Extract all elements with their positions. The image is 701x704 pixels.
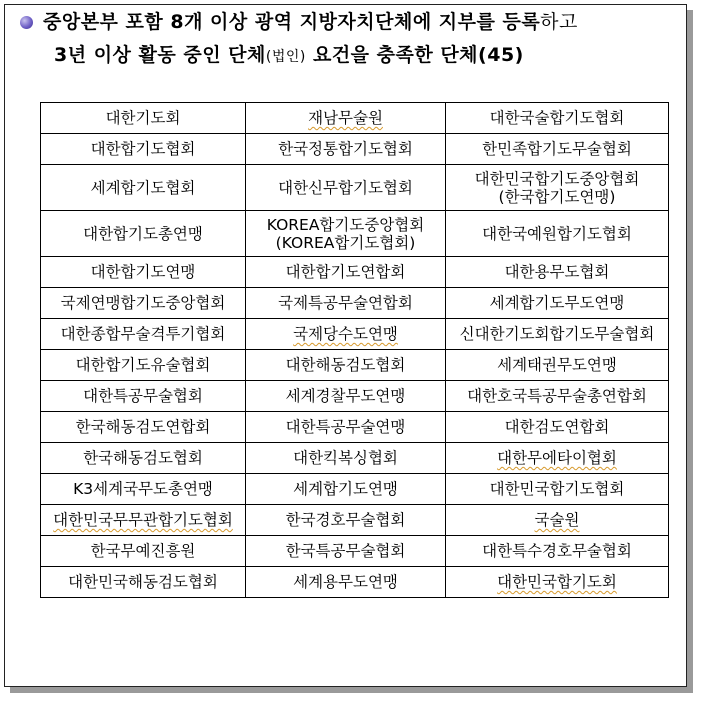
- table-row: [41, 567, 669, 598]
- organization-name: 국술원: [534, 511, 580, 529]
- table-cell: [41, 474, 246, 505]
- organization-name: 국제당수도연맹: [293, 325, 398, 343]
- table-cell: [446, 412, 669, 443]
- organization-name: 대한신무합기도협회: [278, 178, 413, 197]
- table-cell: [41, 165, 246, 211]
- organization-name: 세계용무도연맹: [293, 573, 398, 591]
- organization-name: 대한민국합기도중앙협회 (한국합기도연맹): [474, 169, 640, 206]
- table-row: [41, 505, 669, 536]
- organization-name: 세계합기도연맹: [293, 480, 398, 498]
- organization-name: 한국해동검도연합회: [75, 418, 211, 436]
- organization-name: 대한용무도협회: [504, 263, 610, 281]
- table-cell: [446, 288, 669, 319]
- table-cell: [446, 443, 669, 474]
- table-cell: [446, 257, 669, 288]
- table-cell: [246, 165, 446, 211]
- heading-line-2-main: 3년 이상 활동 중인 단체: [54, 44, 266, 66]
- organization-name: 재남무술원: [308, 109, 383, 127]
- organization-name: 대한특수경호무술협회: [482, 542, 632, 560]
- table-cell: [446, 474, 669, 505]
- table-cell: [41, 381, 246, 412]
- heading-line-2-rest: 요건을 충족한 단체: [305, 44, 479, 66]
- organization-name: KOREA합기도중앙협회 (KOREA합기도협회): [266, 215, 425, 252]
- table-cell: [41, 288, 246, 319]
- organization-name: 한국무예진흥원: [90, 542, 196, 560]
- heading-line-1-main: 중앙본부 포함 8개 이상 광역 지방자치단체에 지부를 등록: [43, 11, 541, 33]
- table-cell: [41, 567, 246, 598]
- organization-name: 국제특공무술연합회: [278, 294, 413, 312]
- table-cell: [246, 381, 446, 412]
- organization-name: 신대한기도회합기도무술협회: [459, 325, 655, 343]
- table-row: [41, 211, 669, 257]
- organization-name: 대한합기도유술협회: [75, 356, 211, 374]
- table-cell: [246, 288, 446, 319]
- table-cell: [41, 134, 246, 165]
- table-cell: [446, 134, 669, 165]
- heading-line-1: [20, 6, 680, 39]
- table-cell: [246, 350, 446, 381]
- table-cell: [41, 443, 246, 474]
- organization-name: 세계합기도무도연맹: [489, 294, 625, 312]
- table-row: [41, 103, 669, 134]
- table-row: [41, 536, 669, 567]
- organization-name: 대한민국해동검도협회: [68, 573, 218, 591]
- heading-line-1-tail: 하고: [540, 11, 578, 33]
- table-cell: [446, 350, 669, 381]
- table-cell: [246, 319, 446, 350]
- table-row: [41, 474, 669, 505]
- table-row: [41, 257, 669, 288]
- table-cell: [41, 412, 246, 443]
- organization-name: 대한기도회: [105, 109, 181, 127]
- organization-name: 대한민국합기도협회: [489, 480, 625, 498]
- organization-table: [40, 102, 669, 598]
- organization-name: 대한국예원합기도협회: [482, 224, 632, 243]
- table-cell: [246, 505, 446, 536]
- table-cell: [246, 134, 446, 165]
- table-cell: [446, 103, 669, 134]
- organization-name: 세계태권무도연맹: [497, 356, 617, 374]
- table-row: [41, 319, 669, 350]
- table-cell: [446, 567, 669, 598]
- table-cell: [246, 412, 446, 443]
- organization-name: 한국해동검도협회: [83, 449, 203, 467]
- table-cell: [246, 211, 446, 257]
- table-cell: [446, 505, 669, 536]
- organization-name: 대한특공무술협회: [83, 387, 203, 405]
- organization-name: 대한해동검도협회: [285, 356, 406, 374]
- organization-name: 대한국술합기도협회: [489, 109, 625, 127]
- heading-line-2: [20, 39, 680, 74]
- table-cell: [246, 257, 446, 288]
- table-cell: [41, 211, 246, 257]
- organization-name: 대한합기도연합회: [285, 263, 406, 281]
- table-row: [41, 381, 669, 412]
- organization-name: 대한호국특공무술총연합회: [467, 387, 647, 405]
- heading-line-2-small: (법인): [265, 49, 306, 65]
- organization-name: 한국경호무술협회: [285, 511, 406, 529]
- organization-name: 한민족합기도무술협회: [482, 140, 632, 158]
- table-cell: [446, 319, 669, 350]
- table-cell: [41, 257, 246, 288]
- table-row: [41, 288, 669, 319]
- table-row: [41, 350, 669, 381]
- organization-name: 대한합기도총연맹: [83, 224, 203, 243]
- organization-name: K3세계국무도총연맹: [73, 480, 213, 498]
- table-cell: [446, 211, 669, 257]
- table-cell: [41, 350, 246, 381]
- table-cell: [246, 536, 446, 567]
- organization-name: 한국정통합기도협회: [278, 140, 413, 158]
- organization-name: 대한무에타이협회: [497, 449, 617, 467]
- table-cell: [41, 505, 246, 536]
- table-cell: [246, 103, 446, 134]
- organization-name: 대한특공무술연맹: [285, 418, 406, 436]
- table-cell: [446, 381, 669, 412]
- heading: [20, 6, 680, 74]
- organization-name: 대한합기도협회: [90, 140, 196, 158]
- frame-shadow-right: [687, 10, 693, 691]
- organization-name: 대한킥복싱협회: [293, 449, 398, 467]
- table-row: [41, 165, 669, 211]
- organization-name: 국제연맹합기도중앙협회: [60, 294, 226, 312]
- table-cell: [246, 474, 446, 505]
- organization-name: 대한검도연합회: [504, 418, 610, 436]
- bullet-icon: [20, 16, 33, 29]
- organization-name: 대한합기도연맹: [90, 263, 196, 281]
- table-row: [41, 134, 669, 165]
- organization-name: 한국특공무술협회: [285, 542, 406, 560]
- table-cell: [41, 319, 246, 350]
- table-row: [41, 443, 669, 474]
- organization-name: 세계경찰무도연맹: [285, 387, 406, 405]
- table-cell: [246, 567, 446, 598]
- table-cell: [446, 536, 669, 567]
- heading-count: (45): [478, 44, 524, 66]
- organization-name: 세계합기도협회: [90, 178, 196, 197]
- table-cell: [446, 165, 669, 211]
- table-row: [41, 412, 669, 443]
- organization-name: 대한종합무술격투기협회: [60, 325, 226, 343]
- frame-shadow-bottom: [10, 687, 693, 693]
- table-cell: [41, 103, 246, 134]
- table-cell: [246, 443, 446, 474]
- table-cell: [41, 536, 246, 567]
- organization-name: 대한민국무무관합기도협회: [53, 511, 233, 529]
- organization-name: 대한민국합기도회: [497, 573, 617, 591]
